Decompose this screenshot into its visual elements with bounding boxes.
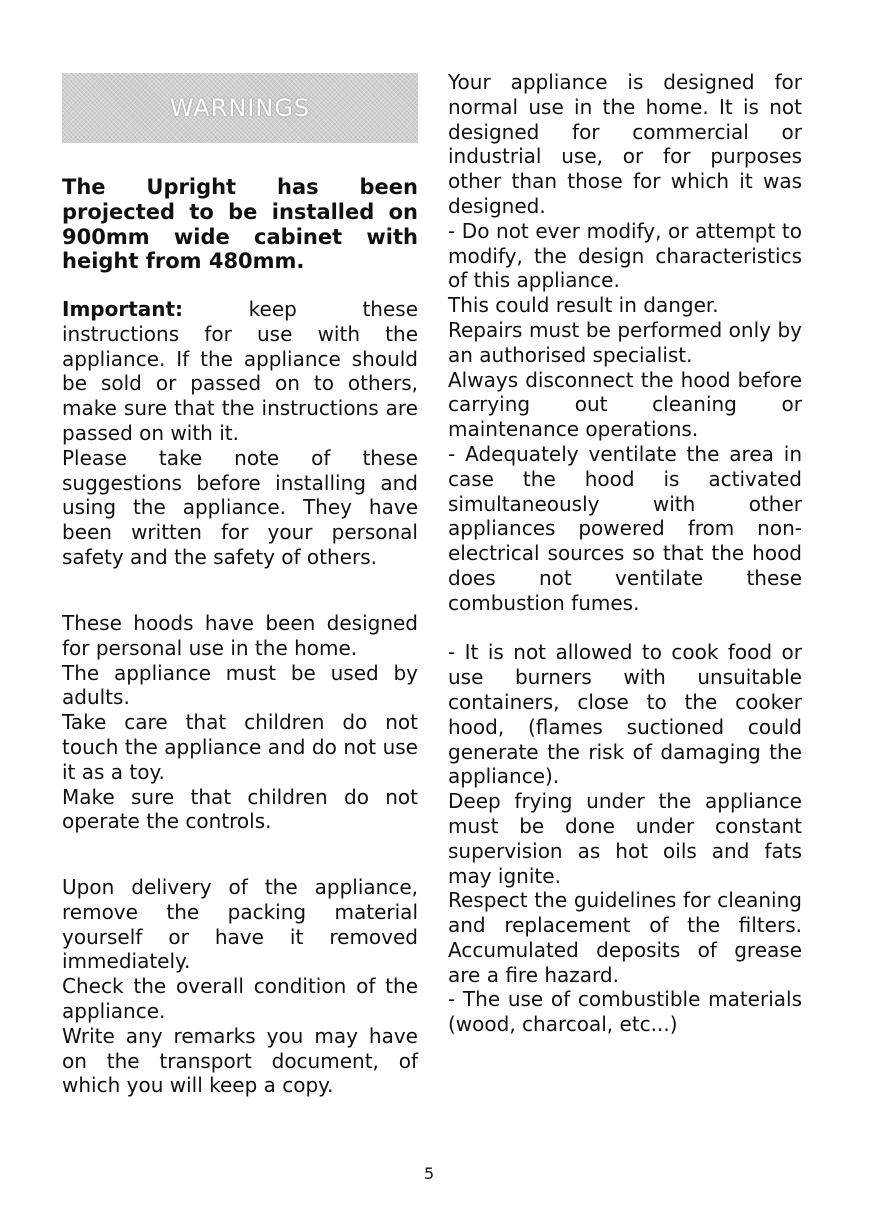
delivery-paragraph: Upon delivery of the appliance, remove the packing material yourself or have it removed immediately. <box>62 875 418 974</box>
warnings-banner <box>62 73 418 143</box>
combustible-paragraph: - The use of combustible materials (wood, charcoal, etc...) <box>448 987 802 1037</box>
frying-paragraph: Deep frying under the appliance must be done under constant supervision as hot oils and fats may ignite. <box>448 789 802 888</box>
important-text: keep these instructions for use with the appliance. If the appliance should be sold or passed on to others, make sure that the instructions are passed on with it. <box>62 297 418 445</box>
hoods-paragraph: These hoods have been designed for personal use in the home. <box>62 611 418 660</box>
children-touch-paragraph: Take care that children do not touch the appliance and do not use it as a toy. <box>62 710 418 784</box>
designed-paragraph: Your appliance is designed for normal use in the home. It is not designed for commercial or industrial use, or for purposes other than those for which it was designed. <box>448 70 802 218</box>
disconnect-paragraph: Always disconnect the hood before carrying out cleaning or maintenance operations. <box>448 367 802 442</box>
important-paragraph <box>62 297 418 570</box>
please-paragraph: Please take note of these suggestions before installing and using the appliance. They have been written for your personal safety and the safety of others. <box>62 445 418 569</box>
ventilate-paragraph: - Adequately ventilate the area in case the hood is activated simultaneously with other appliances powered from non-electrical sources so that the hood does not ventilate these combustion fumes. <box>448 441 802 615</box>
remarks-paragraph: Write any remarks you may have on the transport document, of which you will keep a copy. <box>62 1023 418 1098</box>
repairs-paragraph: Repairs must be performed only by an authorised specialist. <box>448 317 802 367</box>
cook-paragraph: - It is not allowed to cook food or use burners with unsuitable containers, close to the cooker hood, (flames suctioned could generate the risk of damaging the appliance). <box>448 640 802 789</box>
installation-heading: The Upright has been projected to be installed on 900mm wide cabinet with height from 480mm. <box>62 175 418 274</box>
hoods-section <box>62 611 418 834</box>
modify-paragraph: - Do not ever modify, or attempt to modify, the design characteristics of this appliance. <box>448 218 802 293</box>
delivery-section <box>62 875 418 1098</box>
page-number: 5 <box>424 1164 435 1183</box>
important-label: Important: <box>62 297 184 321</box>
adults-paragraph: The appliance must be used by adults. <box>62 660 418 710</box>
children-controls-paragraph: Make sure that children do not operate the controls. <box>62 784 418 834</box>
banner-title: WARNINGS <box>169 94 311 122</box>
right-column <box>448 70 802 1037</box>
spacer <box>448 616 802 641</box>
danger-paragraph: This could result in danger. <box>448 293 719 318</box>
respect-paragraph: Respect the guidelines for cleaning and replacement of the filters. Accumulated deposits of grease are a fire hazard. <box>448 888 802 987</box>
check-paragraph: Check the overall condition of the appliance. <box>62 974 418 1023</box>
